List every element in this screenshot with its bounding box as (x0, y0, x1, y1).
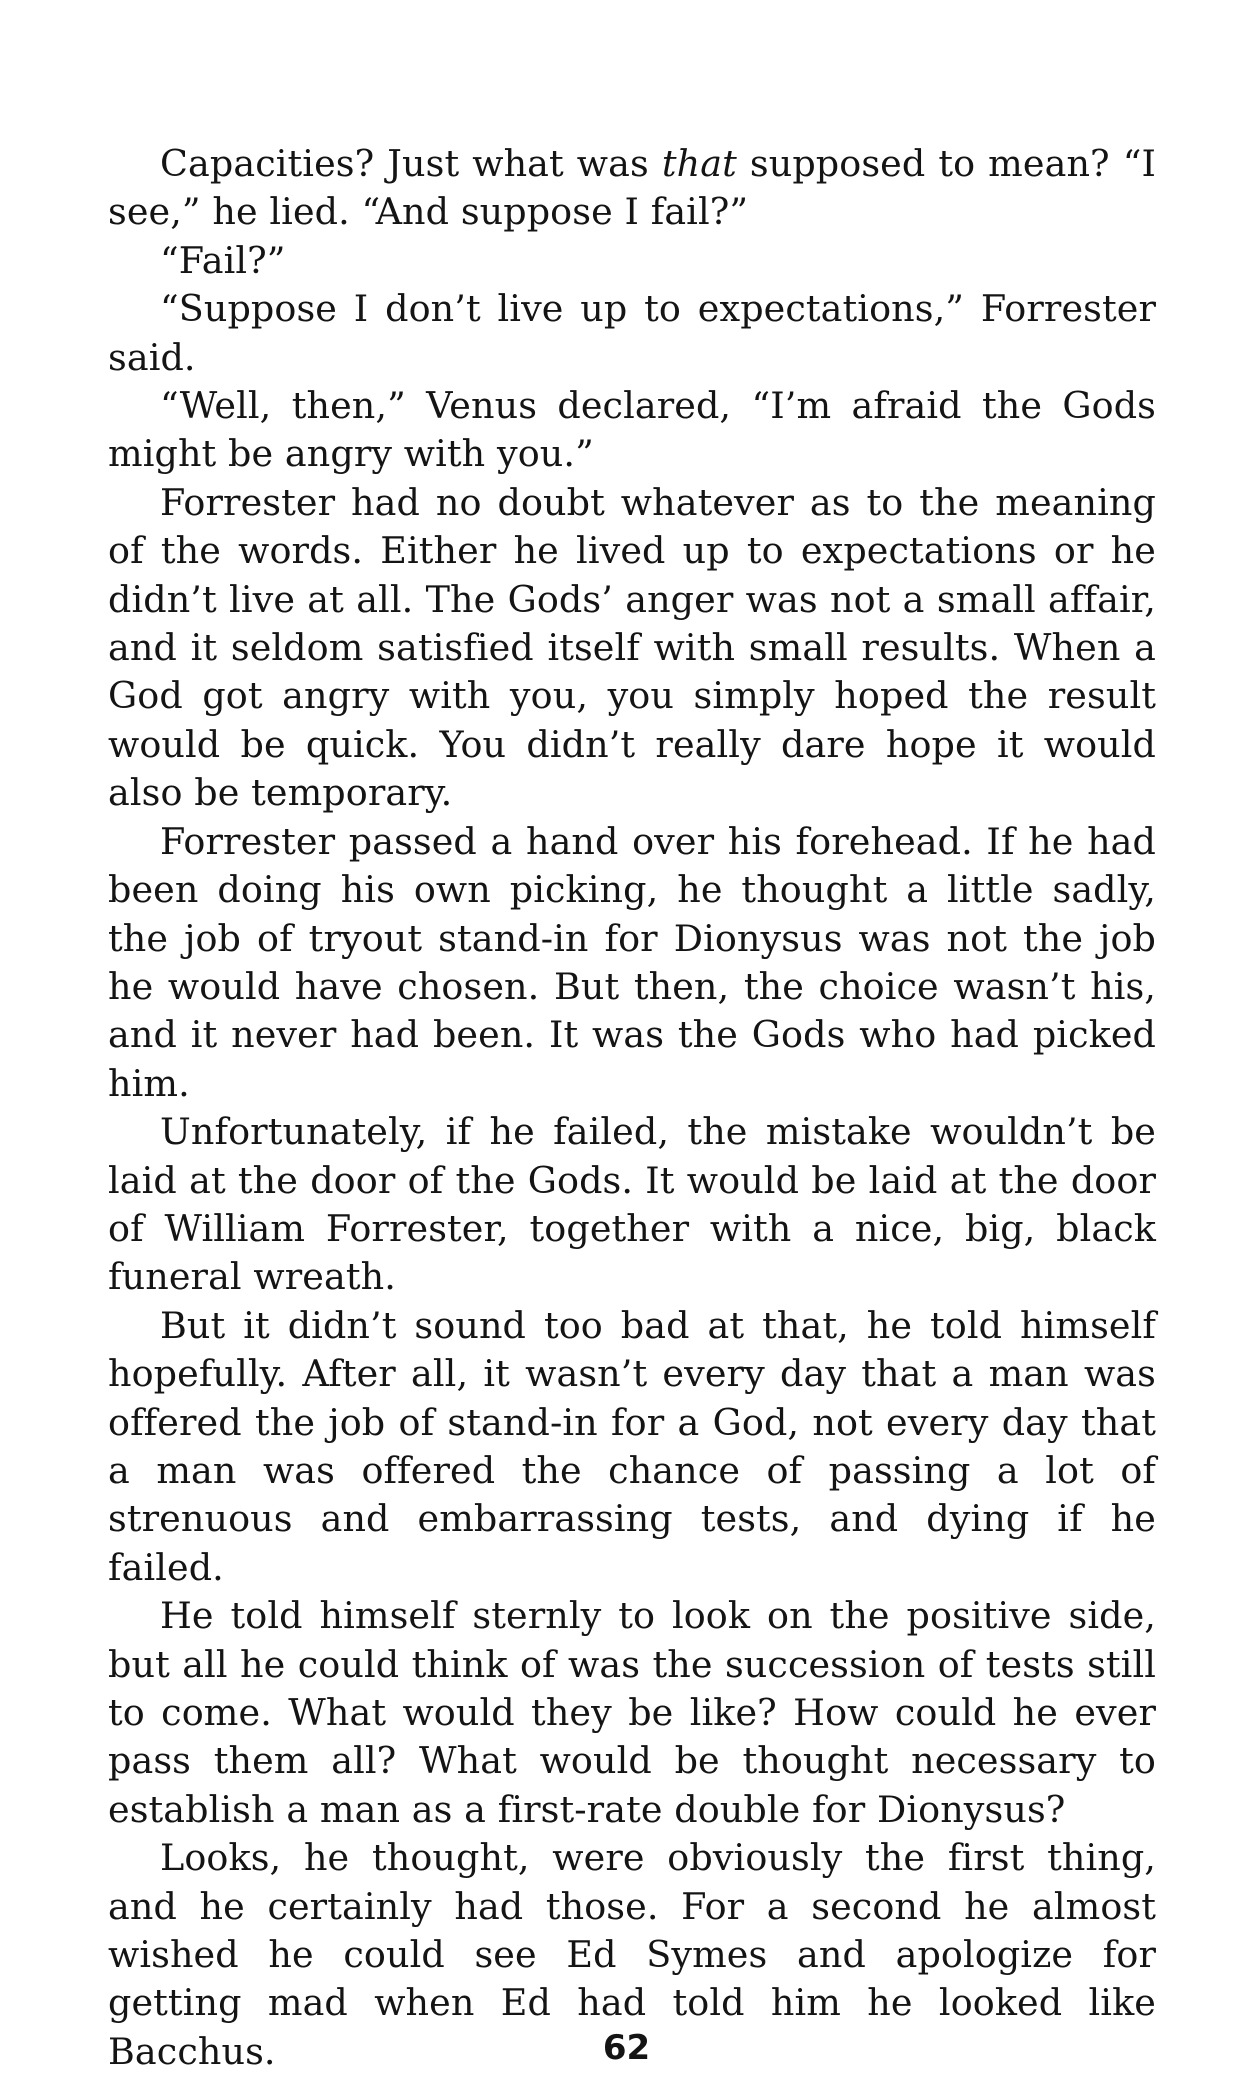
paragraph-9: He told himself sternly to look on the positive side, but all he could think of was the succession of tests still to come. What would they be like? How could he ever pass them all? What would be thought necessary to establish a man as a first-rate double for Dionysus? (108, 1594, 1156, 1831)
paragraph-1-end: supposed to mean? “I see,” he lied. “And suppose I fail?” (108, 142, 1157, 234)
paragraph-5: Forrester had no doubt whatever as to the meaning of the words. Either he lived up to expectations or he didn’t live at all. The Gods’ anger was not a small affair, and it seldom satisfied itself with small results. When a God got angry with you, you simply hoped the result would be quick. You didn’t really dare hope it would also be temporary. (108, 480, 1156, 815)
paragraph-7: Unfortunately, if he failed, the mistake wouldn’t be laid at the door of the Gods. It would be laid at the door of William Forrester, together with a nice, big, black funeral wreath. (108, 1110, 1156, 1299)
body-text (108, 140, 1156, 2076)
paragraph-8: But it didn’t sound too bad at that, he told himself hopefully. After all, it wasn’t every day that a man was offered the job of stand-in for a God, not every day that a man was offered the chance of passing a lot of strenuous and embarrassing tests, and dying if he failed. (108, 1303, 1156, 1589)
paragraph-1-start: Capacities? Just what was (160, 142, 662, 185)
paragraph-2: “Fail?” (160, 238, 286, 282)
paragraph-6: Forrester passed a hand over his forehead. If he had been doing his own picking, he thought a little sadly, the job of tryout stand-in for Dionysus was not the job he would have chosen. But then, the choice wasn’t his, and it never had been. It was the Gods who had picked him. (108, 819, 1156, 1105)
emphasis-that: that (661, 142, 737, 185)
page-number: 62 (602, 2028, 651, 2068)
paragraph-1 (108, 140, 1156, 237)
paragraph-10: Looks, he thought, were obviously the first thing, and he certainly had those. For a second he almost wished he could see Ed Symes and apologize for getting mad when Ed had told him he looked like Bacchus. (108, 1836, 1156, 2073)
paragraph-3: “Suppose I don’t live up to expectations,” Forrester said. (108, 287, 1156, 379)
paragraph-4: “Well, then,” Venus declared, “I’m afraid the Gods might be angry with you.” (108, 384, 1156, 476)
